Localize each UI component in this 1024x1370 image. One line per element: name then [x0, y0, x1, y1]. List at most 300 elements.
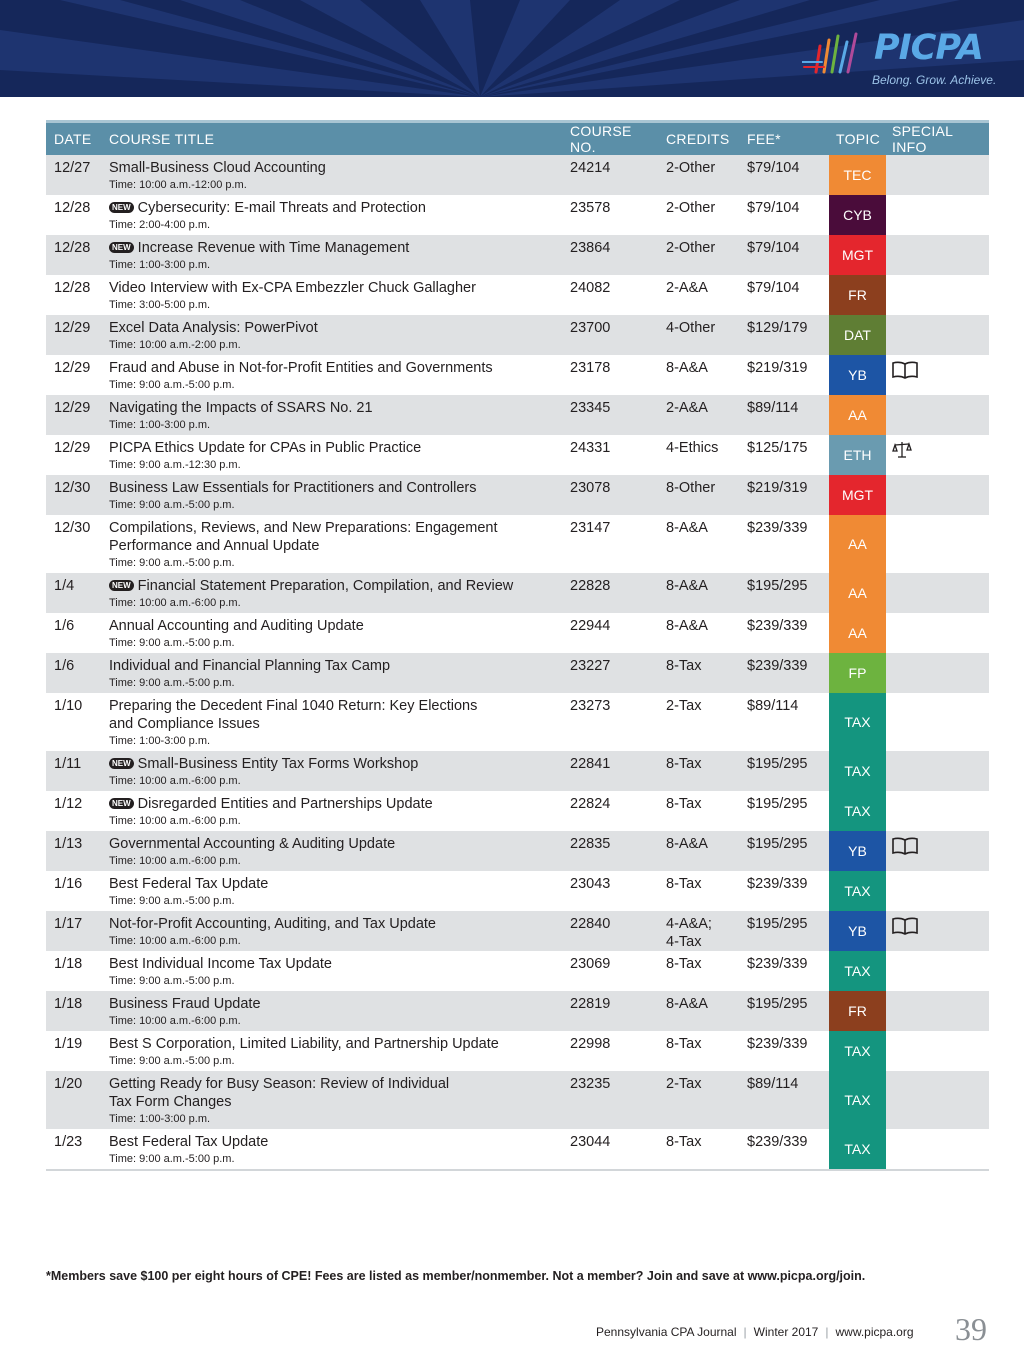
course-title-cell — [101, 573, 562, 613]
new-badge: NEW — [109, 242, 134, 253]
special-info-cell — [886, 871, 989, 911]
special-info-cell — [886, 275, 989, 315]
table-row[interactable] — [46, 751, 989, 791]
course-title-line — [109, 995, 562, 1013]
credits-line: 2-Other — [666, 240, 716, 256]
course-title-text: Financial Statement Preparation, Compilation, and Review — [137, 578, 514, 594]
course-title-cell — [101, 1071, 562, 1129]
table-row[interactable] — [46, 573, 989, 613]
course-title-cell — [101, 275, 562, 315]
course-title-cell — [101, 1031, 562, 1071]
special-info-cell — [886, 155, 989, 195]
date-cell: 1/18 — [46, 991, 101, 1031]
credits-cell — [658, 315, 739, 355]
course-title-line — [109, 577, 562, 595]
course-title-text: Compilations, Reviews, and New Preparations: Engagement — [109, 520, 498, 536]
credits-line: 2-Other — [666, 160, 716, 176]
course-title-text: Annual Accounting and Auditing Update — [109, 618, 364, 634]
course-title-line — [109, 199, 562, 217]
topic-badge: YB — [829, 831, 886, 871]
fee-cell: $239/339 — [739, 871, 829, 911]
credits-cell — [658, 991, 739, 1031]
course-title-text: Best Individual Income Tax Update — [109, 956, 333, 972]
credits-line: 8-A&A — [666, 520, 708, 536]
credits-line: 8-Tax — [666, 956, 702, 972]
fee-cell: $79/104 — [739, 155, 829, 195]
table-row[interactable] — [46, 195, 989, 235]
new-badge: NEW — [109, 580, 134, 591]
date-cell: 12/29 — [46, 355, 101, 395]
logo-text: PICPA — [874, 28, 983, 68]
footer-separator: | — [743, 1325, 747, 1339]
topic-badge: TAX — [829, 693, 886, 751]
course-time: Time: 9:00 a.m.-5:00 p.m. — [109, 895, 235, 907]
special-info-cell — [886, 355, 989, 395]
course-title-cell — [101, 911, 562, 951]
topic-badge: TAX — [829, 1031, 886, 1071]
course-title-text: Business Fraud Update — [109, 996, 261, 1012]
topic-badge: DAT — [829, 315, 886, 355]
topic-badge: FP — [829, 653, 886, 693]
fee-cell: $79/104 — [739, 275, 829, 315]
table-row[interactable] — [46, 275, 989, 315]
course-no-cell: 23044 — [562, 1129, 658, 1170]
credits-line: 4-A&A; — [666, 916, 712, 932]
member-footnote: *Members save $100 per eight hours of CPE! Fees are listed as member/nonmember. Not a member? Join and save at www.picpa.org/join. — [46, 1269, 866, 1283]
course-title-line — [109, 319, 562, 337]
course-title-line — [109, 1093, 562, 1111]
topic-badge: AA — [829, 515, 886, 573]
date-cell: 1/20 — [46, 1071, 101, 1129]
topic-badge: AA — [829, 395, 886, 435]
fee-cell: $79/104 — [739, 195, 829, 235]
credits-line: 8-A&A — [666, 836, 708, 852]
course-no-cell: 24214 — [562, 155, 658, 195]
course-title-text: Increase Revenue with Time Management — [137, 240, 410, 256]
date-cell: 12/29 — [46, 435, 101, 475]
topic-badge: AA — [829, 573, 886, 613]
date-cell: 1/16 — [46, 871, 101, 911]
fee-cell: $239/339 — [739, 515, 829, 573]
table-row[interactable] — [46, 435, 989, 475]
course-title-line — [109, 1035, 562, 1053]
course-no-cell: 22819 — [562, 991, 658, 1031]
table-row[interactable] — [46, 395, 989, 435]
course-time: Time: 9:00 a.m.-5:00 p.m. — [109, 557, 235, 569]
course-no-cell: 23578 — [562, 195, 658, 235]
header-banner — [0, 0, 1024, 97]
course-table — [46, 120, 989, 1171]
course-title-cell — [101, 235, 562, 275]
course-title-text: Best Federal Tax Update — [109, 876, 269, 892]
topic-badge: TAX — [829, 1071, 886, 1129]
table-row[interactable] — [46, 613, 989, 653]
special-info-cell — [886, 951, 989, 991]
course-title-line — [109, 159, 562, 177]
date-cell: 12/28 — [46, 195, 101, 235]
table-row[interactable] — [46, 653, 989, 693]
credits-line: 8-A&A — [666, 618, 708, 634]
topic-badge: AA — [829, 613, 886, 653]
credits-cell — [658, 951, 739, 991]
course-time: Time: 3:00-5:00 p.m. — [109, 299, 211, 311]
course-title-text: Video Interview with Ex-CPA Embezzler Chuck Gallagher — [109, 280, 476, 296]
table-row[interactable] — [46, 315, 989, 355]
table-row[interactable] — [46, 951, 989, 991]
credits-cell — [658, 613, 739, 653]
date-cell: 12/29 — [46, 395, 101, 435]
course-no-cell: 23178 — [562, 355, 658, 395]
topic-badge: TAX — [829, 1129, 886, 1170]
table-row[interactable] — [46, 235, 989, 275]
topic-badge: YB — [829, 911, 886, 951]
topic-badge: MGT — [829, 475, 886, 515]
credits-cell — [658, 791, 739, 831]
special-info-cell — [886, 791, 989, 831]
fee-cell: $239/339 — [739, 653, 829, 693]
course-title-cell — [101, 871, 562, 911]
course-no-cell: 22998 — [562, 1031, 658, 1071]
course-time: Time: 1:00-3:00 p.m. — [109, 735, 211, 747]
fee-cell: $79/104 — [739, 235, 829, 275]
fee-cell: $125/175 — [739, 435, 829, 475]
course-no-cell: 23235 — [562, 1071, 658, 1129]
course-title-text: Small-Business Entity Tax Forms Workshop — [137, 756, 419, 772]
course-no-cell: 23227 — [562, 653, 658, 693]
special-info-cell — [886, 991, 989, 1031]
credits-cell — [658, 693, 739, 751]
date-cell: 1/6 — [46, 613, 101, 653]
credits-cell — [658, 355, 739, 395]
credits-line: 8-Tax — [666, 1134, 702, 1150]
course-title-text: Tax Form Changes — [109, 1094, 232, 1110]
col-header-credits: CREDITS — [658, 122, 739, 156]
table-row[interactable] — [46, 911, 989, 951]
col-header-course-no: COURSE NO. — [562, 122, 658, 156]
credits-line: 2-Tax — [666, 698, 702, 714]
new-badge: NEW — [109, 758, 134, 769]
credits-cell — [658, 1071, 739, 1129]
special-info-cell — [886, 751, 989, 791]
course-title-cell — [101, 395, 562, 435]
course-title-cell — [101, 355, 562, 395]
course-time: Time: 9:00 a.m.-5:00 p.m. — [109, 1153, 235, 1165]
new-badge: NEW — [109, 798, 134, 809]
credits-cell — [658, 911, 739, 951]
course-time: Time: 9:00 a.m.-5:00 p.m. — [109, 677, 235, 689]
book-icon — [892, 843, 918, 859]
credits-line: 8-Tax — [666, 658, 702, 674]
credits-cell — [658, 475, 739, 515]
table-row[interactable] — [46, 1031, 989, 1071]
date-cell: 12/30 — [46, 475, 101, 515]
course-no-cell: 22841 — [562, 751, 658, 791]
table-row[interactable] — [46, 791, 989, 831]
course-title-line — [109, 399, 562, 417]
course-title-text: Getting Ready for Busy Season: Review of Individual — [109, 1076, 450, 1092]
course-title-line — [109, 715, 562, 733]
topic-badge: MGT — [829, 235, 886, 275]
credits-cell — [658, 751, 739, 791]
course-title-line — [109, 439, 562, 457]
course-title-line — [109, 915, 562, 933]
fee-cell: $195/295 — [739, 573, 829, 613]
date-cell: 1/23 — [46, 1129, 101, 1170]
special-info-cell — [886, 475, 989, 515]
special-info-cell — [886, 395, 989, 435]
date-cell: 1/6 — [46, 653, 101, 693]
fee-cell: $89/114 — [739, 395, 829, 435]
fee-cell: $195/295 — [739, 991, 829, 1031]
credits-cell — [658, 1129, 739, 1170]
special-info-cell — [886, 195, 989, 235]
date-cell: 1/13 — [46, 831, 101, 871]
special-info-cell — [886, 315, 989, 355]
topic-badge: YB — [829, 355, 886, 395]
course-title-line — [109, 697, 562, 715]
course-title-text: Governmental Accounting & Auditing Update — [109, 836, 396, 852]
course-time: Time: 9:00 a.m.-5:00 p.m. — [109, 975, 235, 987]
credits-line: 8-Tax — [666, 1036, 702, 1052]
special-info-cell — [886, 1129, 989, 1170]
date-cell: 1/10 — [46, 693, 101, 751]
fee-cell: $239/339 — [739, 951, 829, 991]
course-time: Time: 10:00 a.m.-6:00 p.m. — [109, 815, 241, 827]
course-title-cell — [101, 951, 562, 991]
fee-cell: $239/339 — [739, 1031, 829, 1071]
course-title-cell — [101, 751, 562, 791]
course-time: Time: 2:00-4:00 p.m. — [109, 219, 211, 231]
table-row[interactable] — [46, 475, 989, 515]
course-time: Time: 9:00 a.m.-5:00 p.m. — [109, 1055, 235, 1067]
fee-cell: $195/295 — [739, 831, 829, 871]
table-row[interactable] — [46, 155, 989, 195]
date-cell: 12/30 — [46, 515, 101, 573]
col-header-date: DATE — [46, 122, 101, 156]
course-no-cell: 22828 — [562, 573, 658, 613]
course-title-line — [109, 657, 562, 675]
col-header-topic: TOPIC — [829, 122, 886, 156]
credits-cell — [658, 155, 739, 195]
credits-cell — [658, 573, 739, 613]
logo-mark-icon — [802, 32, 868, 76]
credits-line: 8-Other — [666, 480, 716, 496]
fee-cell: $89/114 — [739, 693, 829, 751]
course-time: Time: 10:00 a.m.-2:00 p.m. — [109, 339, 241, 351]
course-title-text: Not-for-Profit Accounting, Auditing, and Tax Update — [109, 916, 436, 932]
picpa-logo[interactable] — [802, 30, 1002, 90]
course-no-cell: 23147 — [562, 515, 658, 573]
course-title-text: and Compliance Issues — [109, 716, 260, 732]
table-row[interactable] — [46, 355, 989, 395]
credits-cell — [658, 395, 739, 435]
date-cell: 1/12 — [46, 791, 101, 831]
course-title-line — [109, 537, 562, 555]
book-icon — [892, 923, 918, 939]
credits-line: 8-A&A — [666, 360, 708, 376]
credits-line: 8-Tax — [666, 796, 702, 812]
course-time: Time: 9:00 a.m.-12:30 p.m. — [109, 459, 241, 471]
credits-line: 4-Ethics — [666, 440, 719, 456]
course-no-cell: 24082 — [562, 275, 658, 315]
course-title-line — [109, 955, 562, 973]
special-info-cell — [886, 235, 989, 275]
course-time: Time: 10:00 a.m.-6:00 p.m. — [109, 597, 241, 609]
credits-line: 4-Tax — [666, 934, 702, 950]
date-cell: 1/19 — [46, 1031, 101, 1071]
course-time: Time: 10:00 a.m.-6:00 p.m. — [109, 935, 241, 947]
course-title-text: Navigating the Impacts of SSARS No. 21 — [109, 400, 373, 416]
course-title-line — [109, 617, 562, 635]
topic-badge: FR — [829, 991, 886, 1031]
book-icon — [892, 367, 918, 383]
table-row[interactable] — [46, 991, 989, 1031]
date-cell: 12/29 — [46, 315, 101, 355]
course-title-cell — [101, 831, 562, 871]
course-title-text: Fraud and Abuse in Not-for-Profit Entities and Governments — [109, 360, 493, 376]
fee-cell: $89/114 — [739, 1071, 829, 1129]
course-title-line — [109, 359, 562, 377]
course-no-cell: 23864 — [562, 235, 658, 275]
course-time: Time: 10:00 a.m.-12:00 p.m. — [109, 179, 247, 191]
special-info-cell — [886, 573, 989, 613]
course-title-cell — [101, 155, 562, 195]
special-info-cell — [886, 653, 989, 693]
course-time: Time: 1:00-3:00 p.m. — [109, 419, 211, 431]
course-title-cell — [101, 693, 562, 751]
course-title-text: Disregarded Entities and Partnerships Update — [137, 796, 433, 812]
topic-badge: TAX — [829, 751, 886, 791]
credits-cell — [658, 1031, 739, 1071]
course-no-cell: 22944 — [562, 613, 658, 653]
course-title-text: Individual and Financial Planning Tax Camp — [109, 658, 391, 674]
fee-cell: $239/339 — [739, 613, 829, 653]
course-title-cell — [101, 1129, 562, 1170]
credits-line: 2-Other — [666, 200, 716, 216]
topic-badge: TAX — [829, 791, 886, 831]
credits-cell — [658, 653, 739, 693]
course-title-text: PICPA Ethics Update for CPAs in Public Practice — [109, 440, 422, 456]
col-header-title: COURSE TITLE — [101, 122, 562, 156]
special-info-cell — [886, 613, 989, 653]
page-footer — [596, 1325, 914, 1339]
course-no-cell: 23043 — [562, 871, 658, 911]
course-title-line — [109, 519, 562, 537]
credits-cell — [658, 831, 739, 871]
course-title-cell — [101, 435, 562, 475]
fee-cell: $129/179 — [739, 315, 829, 355]
credits-line: 8-A&A — [666, 996, 708, 1012]
fee-cell: $195/295 — [739, 911, 829, 951]
course-time: Time: 10:00 a.m.-6:00 p.m. — [109, 855, 241, 867]
col-header-fee: FEE* — [739, 122, 829, 156]
date-cell: 12/28 — [46, 235, 101, 275]
date-cell: 1/17 — [46, 911, 101, 951]
course-title-text: Excel Data Analysis: PowerPivot — [109, 320, 318, 336]
credits-cell — [658, 235, 739, 275]
course-title-cell — [101, 791, 562, 831]
course-title-line — [109, 795, 562, 813]
credits-cell — [658, 195, 739, 235]
course-title-cell — [101, 653, 562, 693]
course-no-cell: 22824 — [562, 791, 658, 831]
course-title-cell — [101, 475, 562, 515]
course-time: Time: 10:00 a.m.-6:00 p.m. — [109, 775, 241, 787]
topic-badge: TEC — [829, 155, 886, 195]
credits-line: 8-Tax — [666, 876, 702, 892]
course-title-line — [109, 835, 562, 853]
credits-cell — [658, 435, 739, 475]
course-title-text: Small-Business Cloud Accounting — [109, 160, 326, 176]
new-badge: NEW — [109, 202, 134, 213]
course-title-text: Best Federal Tax Update — [109, 1134, 269, 1150]
journal-name: Pennsylvania CPA Journal — [596, 1325, 737, 1339]
credits-line: 8-A&A — [666, 578, 708, 594]
table-row[interactable] — [46, 1129, 989, 1170]
topic-badge: FR — [829, 275, 886, 315]
course-title-cell — [101, 613, 562, 653]
course-no-cell: 23700 — [562, 315, 658, 355]
credits-cell — [658, 515, 739, 573]
course-title-cell — [101, 195, 562, 235]
date-cell: 12/28 — [46, 275, 101, 315]
course-time: Time: 1:00-3:00 p.m. — [109, 259, 211, 271]
fee-cell: $219/319 — [739, 475, 829, 515]
course-schedule — [46, 120, 989, 1171]
course-time: Time: 9:00 a.m.-5:00 p.m. — [109, 379, 235, 391]
course-time: Time: 10:00 a.m.-6:00 p.m. — [109, 1015, 241, 1027]
date-cell: 1/4 — [46, 573, 101, 613]
table-row[interactable] — [46, 831, 989, 871]
page-number: 39 — [955, 1311, 987, 1347]
topic-badge: TAX — [829, 871, 886, 911]
special-info-cell — [886, 515, 989, 573]
site-link[interactable]: www.picpa.org — [835, 1325, 914, 1339]
special-info-cell — [886, 435, 989, 475]
fee-cell: $239/339 — [739, 1129, 829, 1170]
fee-cell: $219/319 — [739, 355, 829, 395]
course-title-line — [109, 875, 562, 893]
table-row[interactable] — [46, 693, 989, 751]
topic-badge: ETH — [829, 435, 886, 475]
table-row[interactable] — [46, 515, 989, 573]
table-header-row — [46, 122, 989, 156]
course-time: Time: 1:00-3:00 p.m. — [109, 1113, 211, 1125]
course-no-cell: 23069 — [562, 951, 658, 991]
course-no-cell: 23273 — [562, 693, 658, 751]
scales-icon — [892, 447, 912, 463]
course-title-cell — [101, 991, 562, 1031]
course-title-line — [109, 1075, 562, 1093]
course-title-text: Best S Corporation, Limited Liability, and Partnership Update — [109, 1036, 499, 1052]
special-info-cell — [886, 693, 989, 751]
date-cell: 1/11 — [46, 751, 101, 791]
table-row[interactable] — [46, 1071, 989, 1129]
logo-tagline: Belong. Grow. Achieve. — [872, 73, 997, 87]
course-time: Time: 9:00 a.m.-5:00 p.m. — [109, 637, 235, 649]
course-title-cell — [101, 315, 562, 355]
credits-cell — [658, 275, 739, 315]
issue-name: Winter 2017 — [753, 1325, 819, 1339]
course-no-cell: 24331 — [562, 435, 658, 475]
course-title-text: Cybersecurity: E-mail Threats and Protection — [137, 200, 426, 216]
credits-line: 2-Tax — [666, 1076, 702, 1092]
special-info-cell — [886, 831, 989, 871]
course-title-line — [109, 279, 562, 297]
special-info-cell — [886, 1031, 989, 1071]
course-title-text: Business Law Essentials for Practitioners and Controllers — [109, 480, 477, 496]
table-row[interactable] — [46, 871, 989, 911]
